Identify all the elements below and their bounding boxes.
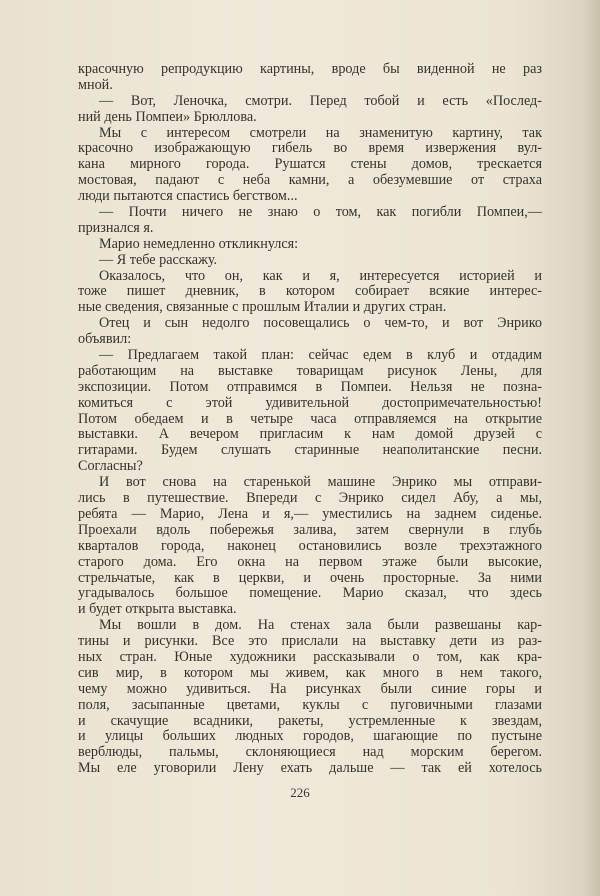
text-line: гитарами. Будем слушать старинные неаполитанские песни. xyxy=(78,442,542,459)
text-line: Оказалось, что он, как и я, интересуется историей и xyxy=(99,267,542,284)
text-line: Согласны? xyxy=(78,458,143,475)
text-line: и скачущие всадники, ракеты, устремленные к звездам, xyxy=(78,712,542,729)
text-line: Потом обедаем и в четыре часа отправляемся на открытие xyxy=(78,410,542,427)
text-line: экспозиции. Потом отправимся в Помпеи. Нельзя не позна- xyxy=(78,378,542,395)
text-line: кана мирного города. Рушатся стены домов, трескается xyxy=(78,156,542,173)
text-line: Мы еле уговорили Лену ехать дальше — так ей хотелось xyxy=(78,760,542,777)
text-line: работающим на выставке товарищам рисунок Лены, для xyxy=(78,362,542,379)
text-line: стрельчатые, как в церкви, и очень просторные. За ними xyxy=(78,569,542,586)
body-text xyxy=(78,62,542,777)
text-line: И вот снова на старенькой машине Энрико мы отправи- xyxy=(99,474,542,491)
text-line: старого дома. Его окна на первом этаже были высокие, xyxy=(78,553,542,570)
text-line: кварталов города, наконец остановились возле трехэтажного xyxy=(78,537,542,554)
text-line: люди пытаются спастись бегством... xyxy=(78,188,298,205)
text-line: угадывалось большое помещение. Марио сказал, что здесь xyxy=(78,585,542,602)
text-line: сив мир, в котором мы живем, как много в нем такого, xyxy=(78,664,542,681)
text-line: Проехали вдоль побережья залива, затем свернули в глубь xyxy=(78,521,542,538)
text-line: ребята — Марио, Лена и я,— уместились на заднем сиденье. xyxy=(78,505,542,522)
text-line: и будет открыта выставка. xyxy=(78,601,237,618)
text-line: Мы вошли в дом. На стенах зала были развешаны кар- xyxy=(99,617,542,634)
text-line: и улицы больших людных городов, шагающие по пустыне xyxy=(78,728,542,745)
text-line: верблюды, пальмы, склоняющиеся над морским берегом. xyxy=(78,744,542,761)
text-line: красочно изображающую гибель во время извержения вул- xyxy=(78,140,542,157)
text-line: комиться с этой удивительной достопримечательностью! xyxy=(78,394,542,411)
text-line: Марио немедленно откликнулся: xyxy=(99,235,299,252)
text-line: ний день Помпеи» Брюллова. xyxy=(78,108,257,125)
text-line: ных стран. Юные художники рассказывали о том, как кра- xyxy=(78,648,542,665)
text-line: мостовая, падают с неба камни, а обезумевшие от страха xyxy=(78,172,542,189)
text-line: лись в путешествие. Впереди с Энрико сидел Абу, а мы, xyxy=(78,490,542,507)
text-line: красочную репродукцию картины, вроде бы виденной не раз xyxy=(78,61,542,77)
text-line: поля, засыпанные цветами, куклы с пуговичными глазами xyxy=(78,696,542,713)
text-line: Мы с интересом смотрели на знаменитую картину, так xyxy=(99,124,542,141)
text-line: — Почти ничего не знаю о том, как погибли Помпеи,— xyxy=(99,204,542,221)
text-line: признался я. xyxy=(78,219,154,236)
page-number: 226 xyxy=(290,785,310,800)
text-line: — Предлагаем такой план: сейчас едем в клуб и отдадим xyxy=(99,347,542,364)
text-line: выставки. А вечером пригласим к нам домой друзей с xyxy=(78,426,542,443)
text-line: — Я тебе расскажу. xyxy=(99,251,218,268)
text-line: мной. xyxy=(78,76,113,93)
text-line: тины и рисунки. Все это прислали на выставку дети из раз- xyxy=(78,633,542,650)
text-line: — Вот, Леночка, смотри. Перед тобой и есть «Послед- xyxy=(99,92,542,109)
text-line: тоже пишет дневник, в котором собирает всякие интерес- xyxy=(78,283,542,300)
text-line: ные сведения, связанные с прошлым Италии и других стран. xyxy=(78,299,447,316)
text-line: Отец и сын недолго посовещались о чем-то, и вот Энрико xyxy=(99,315,542,332)
text-line: объявил: xyxy=(78,331,132,348)
text-line: чему можно удивиться. На рисунках были синие горы и xyxy=(78,680,542,697)
